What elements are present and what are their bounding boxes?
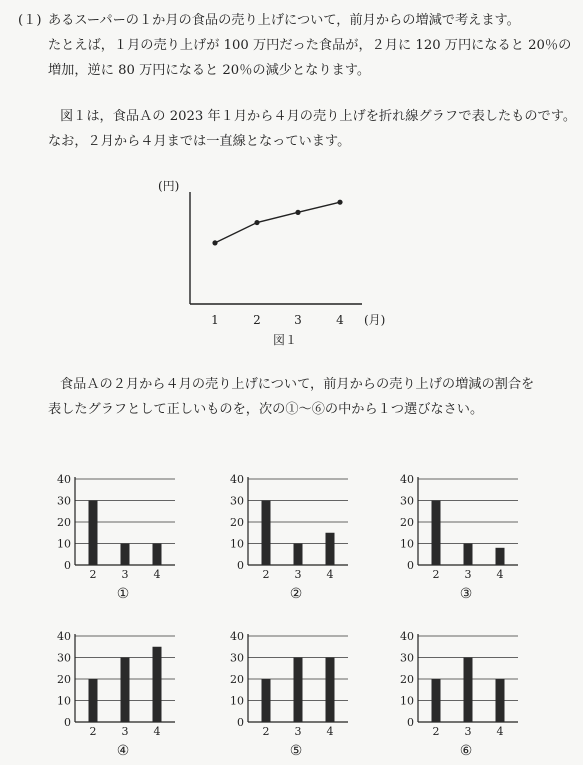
x-tick-label: 3 — [464, 568, 472, 581]
x-tick-label: 3 — [294, 725, 302, 738]
y-tick-label: 10 — [230, 694, 244, 708]
bar — [326, 658, 335, 723]
option-caption: ② — [289, 586, 303, 602]
x-tick-label: 4 — [153, 568, 161, 581]
x-tick-label: 2 — [432, 568, 440, 581]
bar — [432, 501, 441, 566]
fig1-x-tick-label: 4 — [336, 313, 344, 327]
y-tick-label: 20 — [57, 516, 71, 529]
y-tick-label: 20 — [400, 516, 414, 529]
x-tick-label: 4 — [326, 568, 334, 581]
option-caption: ⑤ — [289, 743, 303, 759]
question-line-2: 表したグラフとして正しいものを，次の①～⑥の中から１つ選びなさい。 — [48, 402, 484, 417]
y-tick-label: 10 — [400, 537, 414, 551]
y-tick-label: 30 — [230, 494, 244, 508]
bar — [432, 679, 441, 722]
question-line-1: 食品Ａの２月から４月の売り上げについて，前月からの売り上げの増減の割合を — [60, 377, 535, 392]
option-5-bar-chart[interactable] — [218, 620, 393, 760]
option-4-bar-chart[interactable] — [45, 620, 220, 760]
fig1-y-axis-label: (円) — [158, 179, 180, 193]
x-tick-label: 3 — [121, 568, 129, 581]
y-tick-label: 30 — [230, 651, 244, 665]
intro-line-3: 増加，逆に 80 万円になると 20％の減少となります。 — [48, 63, 371, 78]
fig1-x-tick-label: 3 — [294, 313, 302, 327]
fig1-caption: 図１ — [272, 333, 298, 347]
fig1-point — [295, 210, 300, 215]
y-tick-label: 10 — [57, 694, 71, 708]
fig1-x-tick-label: 1 — [211, 313, 219, 327]
question-text — [10, 372, 575, 422]
intro-line-2: たとえば，１月の売り上げが 100 万円だった食品が，２月に 120 万円になると 20％の — [48, 38, 572, 53]
bar — [326, 533, 335, 565]
fig-line-1: 図１は，食品Ａの 2023 年１月から４月の売り上げを折れ線グラフで表したものです。 — [60, 109, 577, 124]
problem-number: (１) — [18, 13, 42, 28]
bar — [121, 658, 130, 723]
x-tick-label: 3 — [294, 568, 302, 581]
fig-line-2: なお，２月から４月までは一直線となっています。 — [48, 134, 351, 149]
y-tick-label: 10 — [57, 537, 71, 551]
y-tick-label: 40 — [230, 473, 244, 486]
figure-description — [10, 104, 575, 154]
problem-intro — [10, 8, 575, 83]
x-tick-label: 4 — [326, 725, 334, 738]
x-tick-label: 4 — [496, 725, 504, 738]
y-tick-label: 30 — [57, 651, 71, 665]
option-6-bar-chart[interactable] — [388, 620, 563, 760]
bar — [464, 658, 473, 723]
bar — [89, 501, 98, 566]
x-tick-label: 2 — [262, 568, 270, 581]
x-tick-label: 4 — [153, 725, 161, 738]
y-tick-label: 40 — [400, 473, 414, 486]
y-tick-label: 30 — [57, 494, 71, 508]
x-tick-label: 2 — [432, 725, 440, 738]
x-tick-label: 3 — [464, 725, 472, 738]
x-tick-label: 2 — [89, 725, 97, 738]
bar — [153, 647, 162, 722]
y-tick-label: 20 — [400, 673, 414, 686]
x-tick-label: 2 — [262, 725, 270, 738]
bar — [294, 658, 303, 723]
option-3-bar-chart[interactable] — [388, 463, 563, 603]
bar — [464, 544, 473, 566]
option-2-bar-chart[interactable] — [218, 463, 393, 603]
fig1-x-axis-label: (月) — [364, 313, 386, 327]
intro-line-1: あるスーパーの１か月の食品の売り上げについて，前月からの増減で考えます。 — [48, 13, 520, 28]
fig1-series-line — [215, 202, 340, 243]
y-tick-label: 40 — [57, 473, 71, 486]
fig1-x-tick-label: 2 — [253, 313, 261, 327]
y-tick-label: 20 — [230, 516, 244, 529]
y-tick-label: 20 — [230, 673, 244, 686]
y-tick-label: 10 — [400, 694, 414, 708]
x-tick-label: 2 — [89, 568, 97, 581]
x-tick-label: 4 — [496, 568, 504, 581]
y-tick-label: 0 — [407, 559, 414, 572]
y-tick-label: 0 — [64, 559, 71, 572]
fig1-point — [337, 200, 342, 205]
y-tick-label: 0 — [64, 716, 71, 729]
x-tick-label: 3 — [121, 725, 129, 738]
option-caption: ④ — [116, 743, 130, 759]
y-tick-label: 20 — [57, 673, 71, 686]
option-caption: ⑥ — [459, 743, 473, 759]
y-tick-label: 40 — [230, 630, 244, 643]
bar — [89, 679, 98, 722]
fig1-point — [254, 220, 259, 225]
y-tick-label: 40 — [400, 630, 414, 643]
option-caption: ③ — [459, 586, 473, 602]
bar — [294, 544, 303, 566]
y-tick-label: 0 — [237, 716, 244, 729]
figure-1-line-chart — [0, 172, 583, 347]
option-caption: ① — [116, 586, 130, 602]
y-tick-label: 30 — [400, 651, 414, 665]
y-tick-label: 0 — [407, 716, 414, 729]
y-tick-label: 0 — [237, 559, 244, 572]
bar — [153, 544, 162, 566]
bar — [496, 548, 505, 565]
option-1-bar-chart[interactable] — [45, 463, 220, 603]
bar — [496, 679, 505, 722]
fig1-point — [212, 240, 217, 245]
bar — [121, 544, 130, 566]
y-tick-label: 30 — [400, 494, 414, 508]
bar — [262, 679, 271, 722]
y-tick-label: 40 — [57, 630, 71, 643]
y-tick-label: 10 — [230, 537, 244, 551]
bar — [262, 501, 271, 566]
